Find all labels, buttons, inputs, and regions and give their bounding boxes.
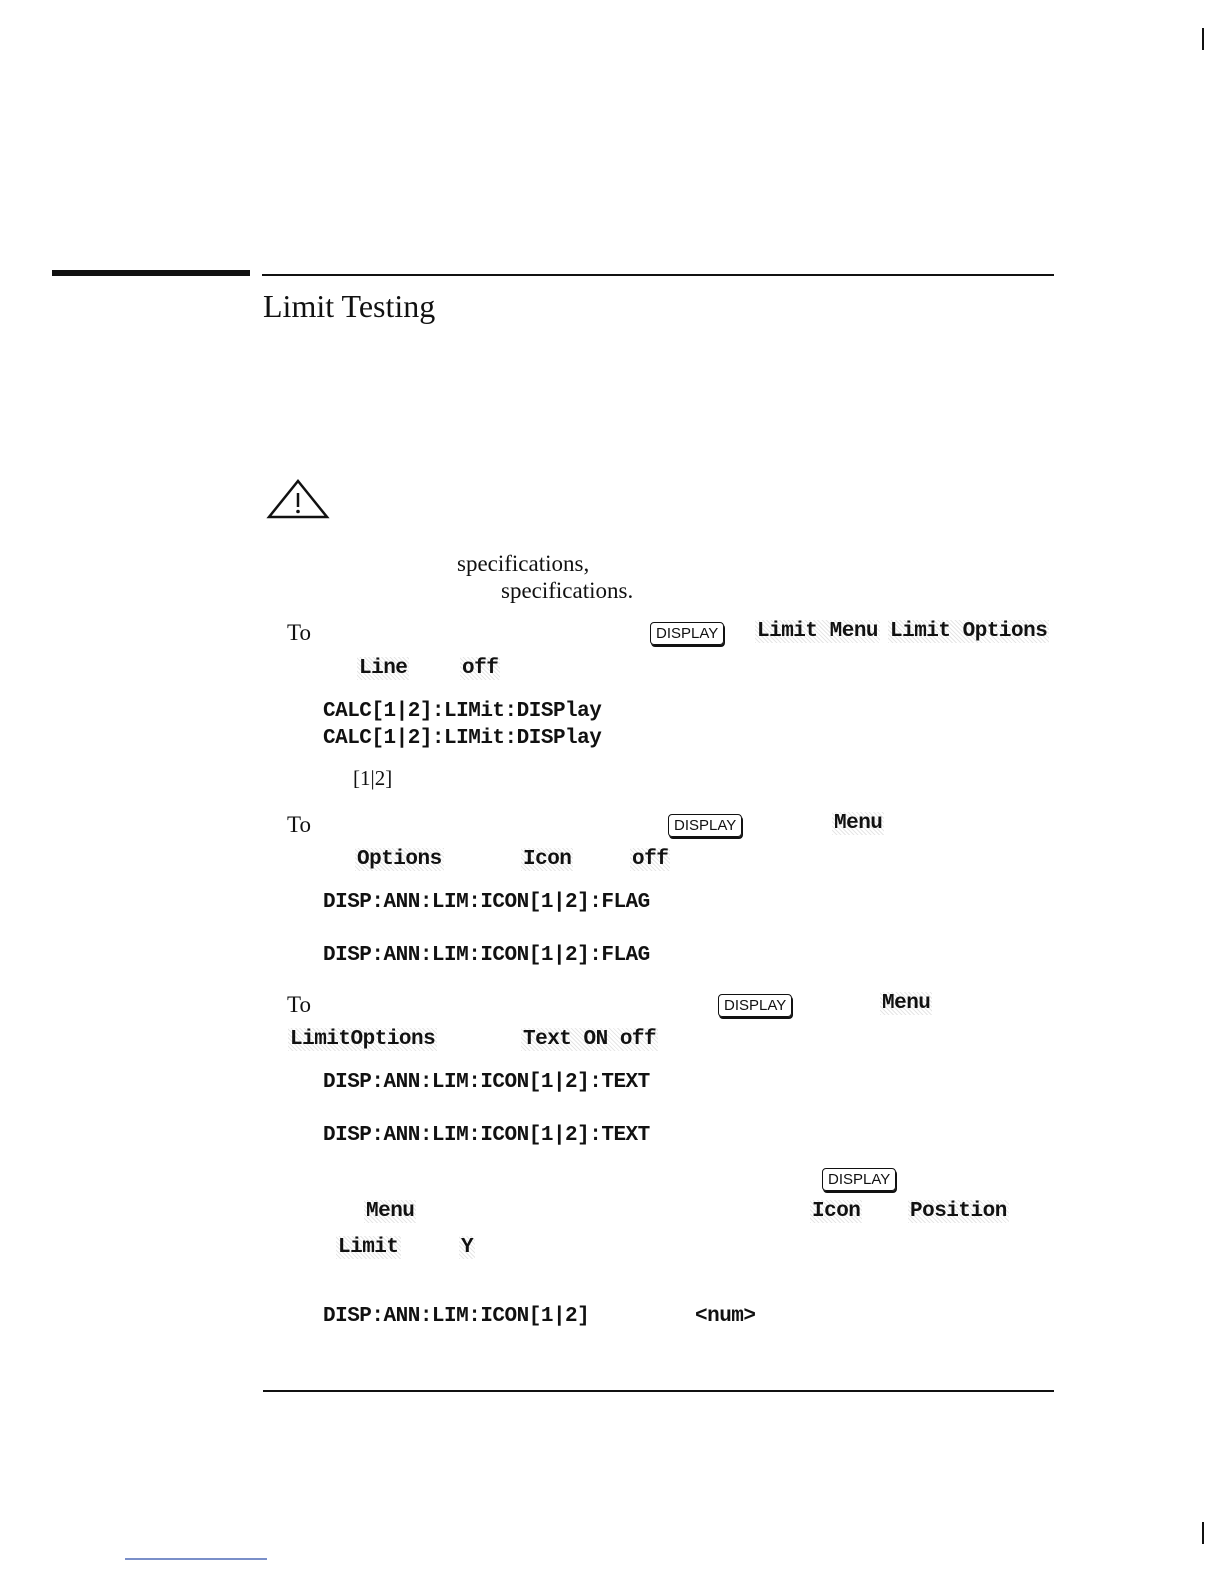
command-icon-flag-1: DISP:ANN:LIM:ICON[1|2]:FLAG <box>323 891 650 914</box>
header-rule-thick <box>52 270 250 276</box>
command-limit-display-1: CALC[1|2]:LIMit:DISPlay <box>323 700 602 723</box>
display-hardkey-3[interactable]: DISPLAY <box>718 994 792 1017</box>
display-hardkey-4[interactable]: DISPLAY <box>822 1168 896 1191</box>
softkey-line[interactable]: Line <box>359 657 408 680</box>
channel-note: [1|2] <box>353 766 393 790</box>
change-bar-bottom <box>1202 1522 1204 1544</box>
softkey-limitoptions[interactable]: LimitOptions <box>290 1028 436 1051</box>
command-num-arg: <num> <box>695 1305 756 1328</box>
footer-link-underline <box>125 1558 267 1560</box>
to-label-3: To <box>287 992 311 1017</box>
softkey-position[interactable]: Position <box>910 1200 1007 1223</box>
softkey-icon-2[interactable]: Icon <box>812 1200 861 1223</box>
softkey-icon[interactable]: Icon <box>523 848 572 871</box>
softkey-options[interactable]: Options <box>357 848 442 871</box>
change-bar-top <box>1202 28 1204 50</box>
header-rule-thin <box>262 274 1054 276</box>
warning-triangle-icon <box>266 478 330 520</box>
softkey-menu-4[interactable]: Menu <box>366 1200 415 1223</box>
spec-text-2: specifications. <box>501 578 634 603</box>
softkey-menu-3[interactable]: Menu <box>882 992 931 1015</box>
command-icon-text-2: DISP:ANN:LIM:ICON[1|2]:TEXT <box>323 1124 650 1147</box>
spec-text-1: specifications, <box>457 551 590 576</box>
to-label-2: To <box>287 812 311 837</box>
display-hardkey-1[interactable]: DISPLAY <box>650 622 724 645</box>
softkey-text-on-off[interactable]: Text ON off <box>523 1028 657 1051</box>
footer-rule <box>263 1390 1054 1392</box>
command-icon-flag-2: DISP:ANN:LIM:ICON[1|2]:FLAG <box>323 944 650 967</box>
softkey-y[interactable]: Y <box>461 1236 474 1259</box>
display-hardkey-2[interactable]: DISPLAY <box>668 814 742 837</box>
command-icon-position: DISP:ANN:LIM:ICON[1|2] <box>323 1305 590 1328</box>
to-label-1: To <box>287 620 311 645</box>
softkey-limit-menu[interactable]: Limit Menu <box>757 620 879 643</box>
softkey-off-2[interactable]: off <box>632 848 669 871</box>
command-icon-text-1: DISP:ANN:LIM:ICON[1|2]:TEXT <box>323 1071 650 1094</box>
softkey-limit[interactable]: Limit <box>338 1236 399 1259</box>
softkey-off[interactable]: off <box>462 657 499 680</box>
softkey-menu-2[interactable]: Menu <box>834 812 883 835</box>
page-title: Limit Testing <box>263 288 436 324</box>
command-limit-display-2: CALC[1|2]:LIMit:DISPlay <box>323 727 602 750</box>
softkey-limit-options[interactable]: Limit Options <box>890 620 1048 643</box>
